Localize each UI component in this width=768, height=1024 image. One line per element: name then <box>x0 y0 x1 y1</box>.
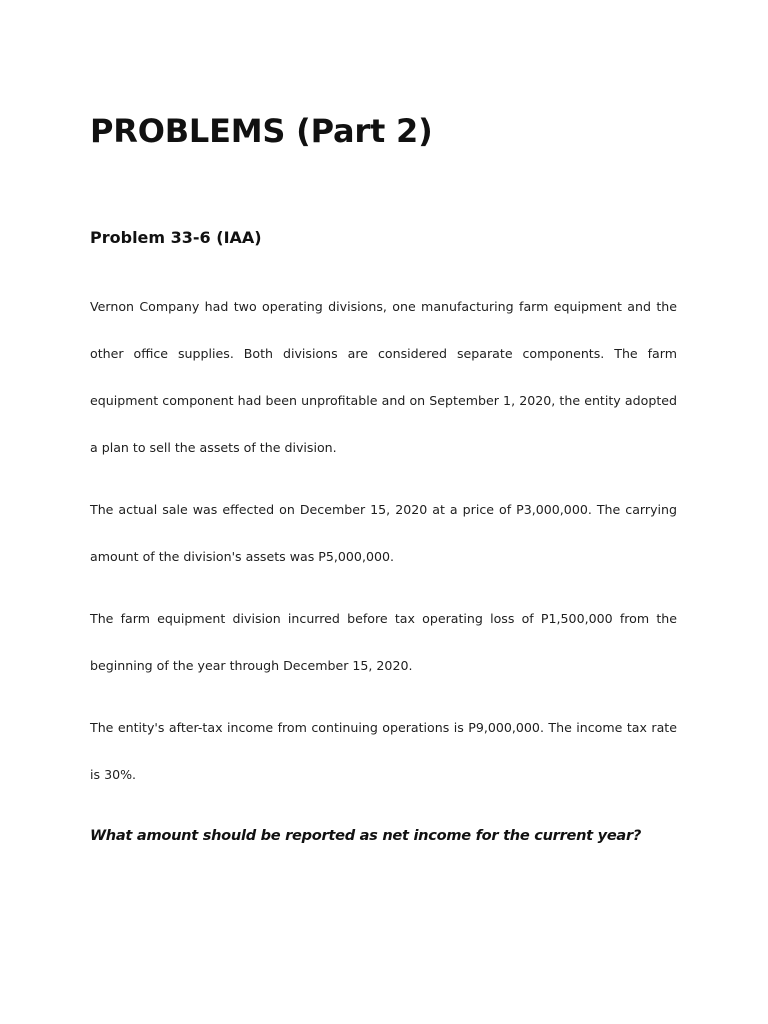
page-title: PROBLEMS (Part 2) <box>90 112 433 150</box>
paragraph-operating-loss: The farm equipment division incurred before tax operating loss of P1,500,000 from the beginning of the year through December 15, 2020. <box>90 611 677 673</box>
problem-heading: Problem 33-6 (IAA) <box>90 228 262 247</box>
paragraph-sale-details: The actual sale was effected on December 15, 2020 at a price of P3,000,000. The carrying amount of the division's assets was P5,000,000. <box>90 502 677 564</box>
paragraph-continuing-income: The entity's after-tax income from continuing operations is P9,000,000. The income tax rate is 30%. <box>90 720 677 782</box>
paragraph-division-background: Vernon Company had two operating divisions, one manufacturing farm equipment and the other office supplies. Both divisions are considered separate components. The farm equipment component had been unprofitable and on September 1, 2020, the entity adopted a plan to sell the assets of the division. <box>90 299 677 455</box>
question-text: What amount should be reported as net income for the current year? <box>90 827 642 844</box>
